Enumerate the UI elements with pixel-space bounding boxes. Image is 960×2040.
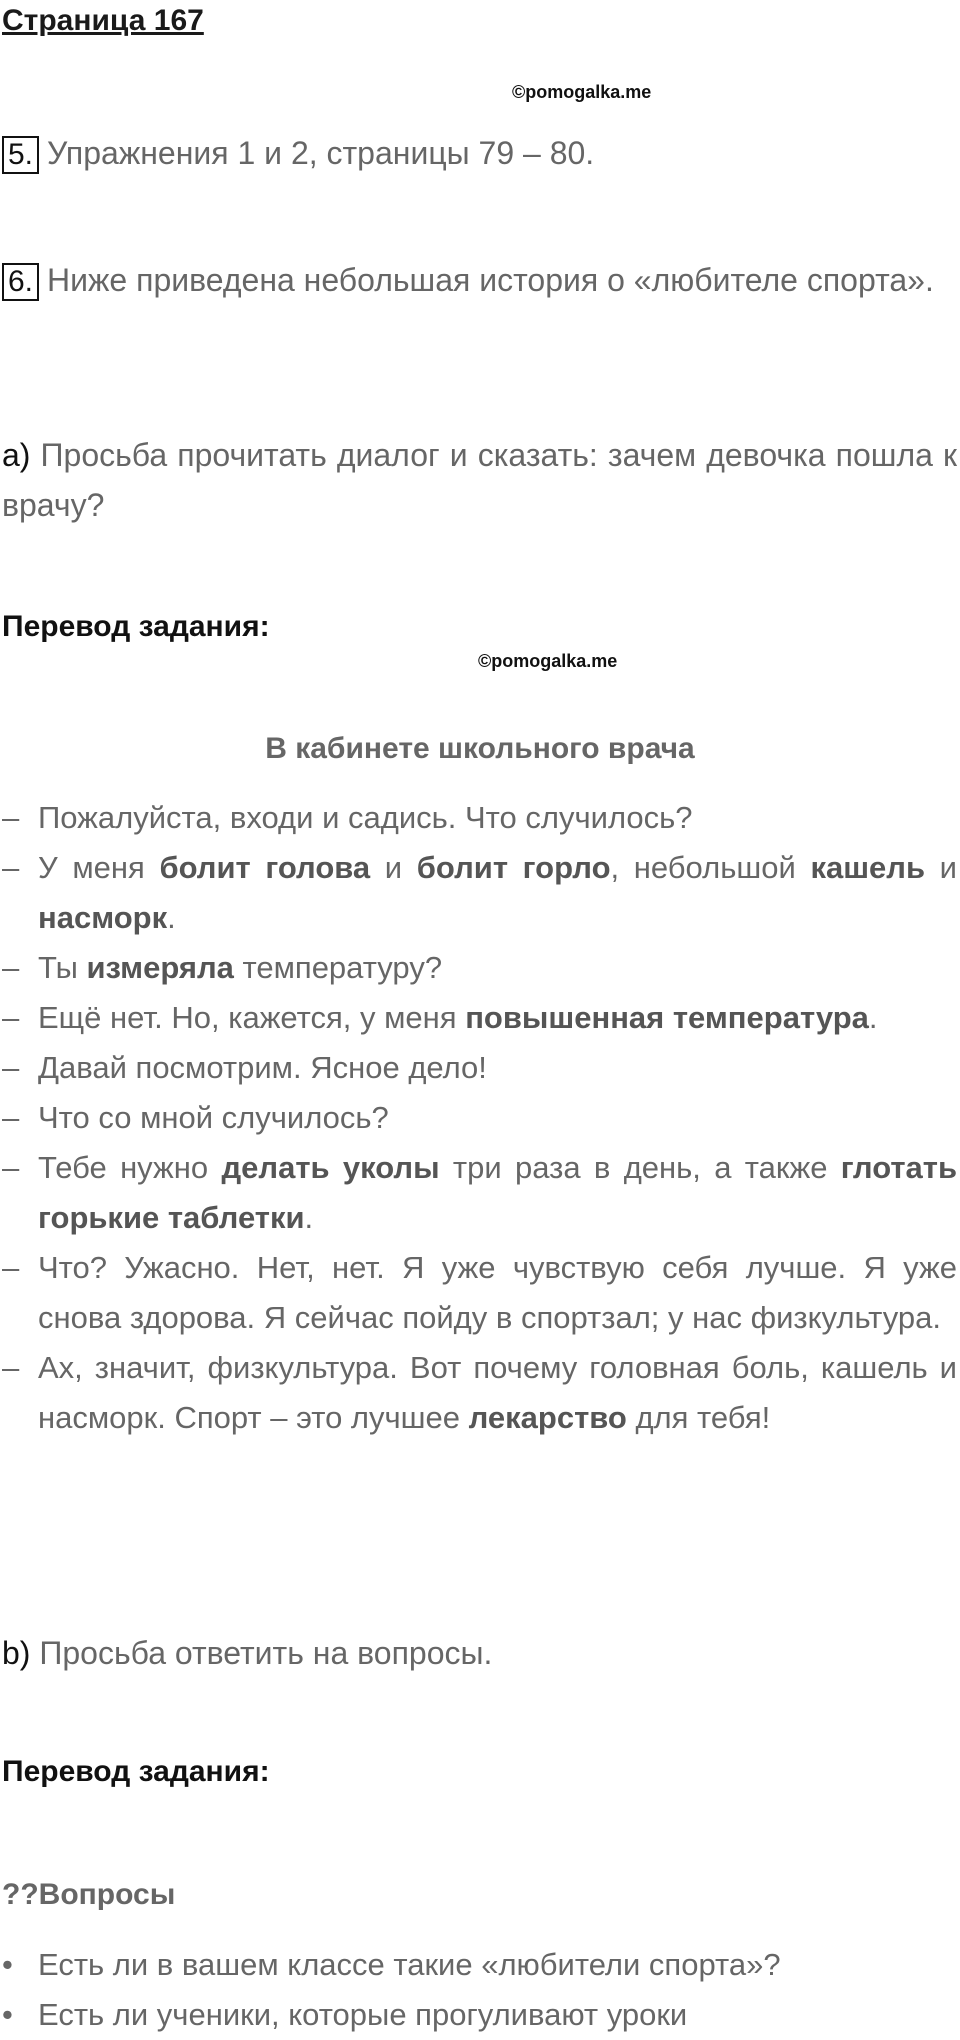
- dash: –: [2, 1350, 20, 1385]
- dialog-line: – Ещё нет. Но, кажется, у меня повышенная температура.: [2, 993, 957, 1043]
- task-5: [2, 128, 957, 178]
- translation-heading-1: Перевод задания:: [2, 610, 270, 643]
- dialog-title: В кабинете школьного врача: [265, 732, 695, 765]
- dash: –: [2, 1150, 20, 1185]
- dash: –: [2, 850, 20, 885]
- bullet: •: [2, 1997, 13, 2032]
- question-item: • Есть ли в вашем классе такие «любители спорта»?: [2, 1940, 957, 1990]
- translation-heading-2: Перевод задания:: [2, 1755, 270, 1788]
- dialog-line: – Тебе нужно делать уколы три раза в день, а также глотать горькие таблетки.: [2, 1143, 957, 1243]
- dash: –: [2, 1000, 20, 1035]
- page-title: Страница 167: [2, 4, 204, 37]
- dash: –: [2, 950, 20, 985]
- bullet: •: [2, 1947, 13, 1982]
- part-b-letter: b): [2, 1635, 31, 1671]
- dialog-line: – Пожалуйста, входи и садись. Что случилось?: [2, 793, 957, 843]
- dialog-line: – Давай посмотрим. Ясное дело!: [2, 1043, 957, 1093]
- part-b-text: Просьба ответить на вопросы.: [39, 1635, 493, 1671]
- questions-list: [2, 1940, 957, 2040]
- part-a: [2, 430, 957, 530]
- dialog-line: – Что со мной случилось?: [2, 1093, 957, 1143]
- dash: –: [2, 1250, 20, 1285]
- task-6: [2, 255, 957, 305]
- dialog-line: – Ах, значит, физкультура. Вот почему головная боль, кашель и насморк. Спорт – это лучшее лекарство для тебя!: [2, 1343, 957, 1443]
- watermark: ©pomogalka.me: [512, 82, 652, 102]
- task-number-box: 5.: [2, 136, 39, 174]
- questions-heading: ??Вопросы: [2, 1878, 176, 1911]
- dialog-line: – Что? Ужасно. Нет, нет. Я уже чувствую себя лучше. Я уже снова здорова. Я сейчас пойду в спортзал; у нас физкультура.: [2, 1243, 957, 1343]
- dialog-list: [2, 793, 957, 1443]
- part-a-letter: a): [2, 437, 31, 473]
- part-b: [2, 1628, 957, 1678]
- dash: –: [2, 1100, 20, 1135]
- question-item: • Есть ли ученики, которые прогуливают уроки: [2, 1990, 957, 2040]
- task-number-box: 6.: [2, 263, 39, 301]
- part-a-text: Просьба прочитать диалог и сказать: зачем девочка пошла к врачу?: [2, 437, 958, 523]
- task-6-text: Ниже приведена небольшая история о «любителе спорта».: [47, 262, 934, 298]
- dash: –: [2, 1050, 20, 1085]
- dialog-line: – У меня болит голова и болит горло, небольшой кашель и насморк.: [2, 843, 957, 943]
- dialog-line: – Ты измеряла температуру?: [2, 943, 957, 993]
- watermark: ©pomogalka.me: [478, 651, 618, 671]
- dash: –: [2, 800, 20, 835]
- task-5-text: Упражнения 1 и 2, страницы 79 – 80.: [47, 135, 595, 171]
